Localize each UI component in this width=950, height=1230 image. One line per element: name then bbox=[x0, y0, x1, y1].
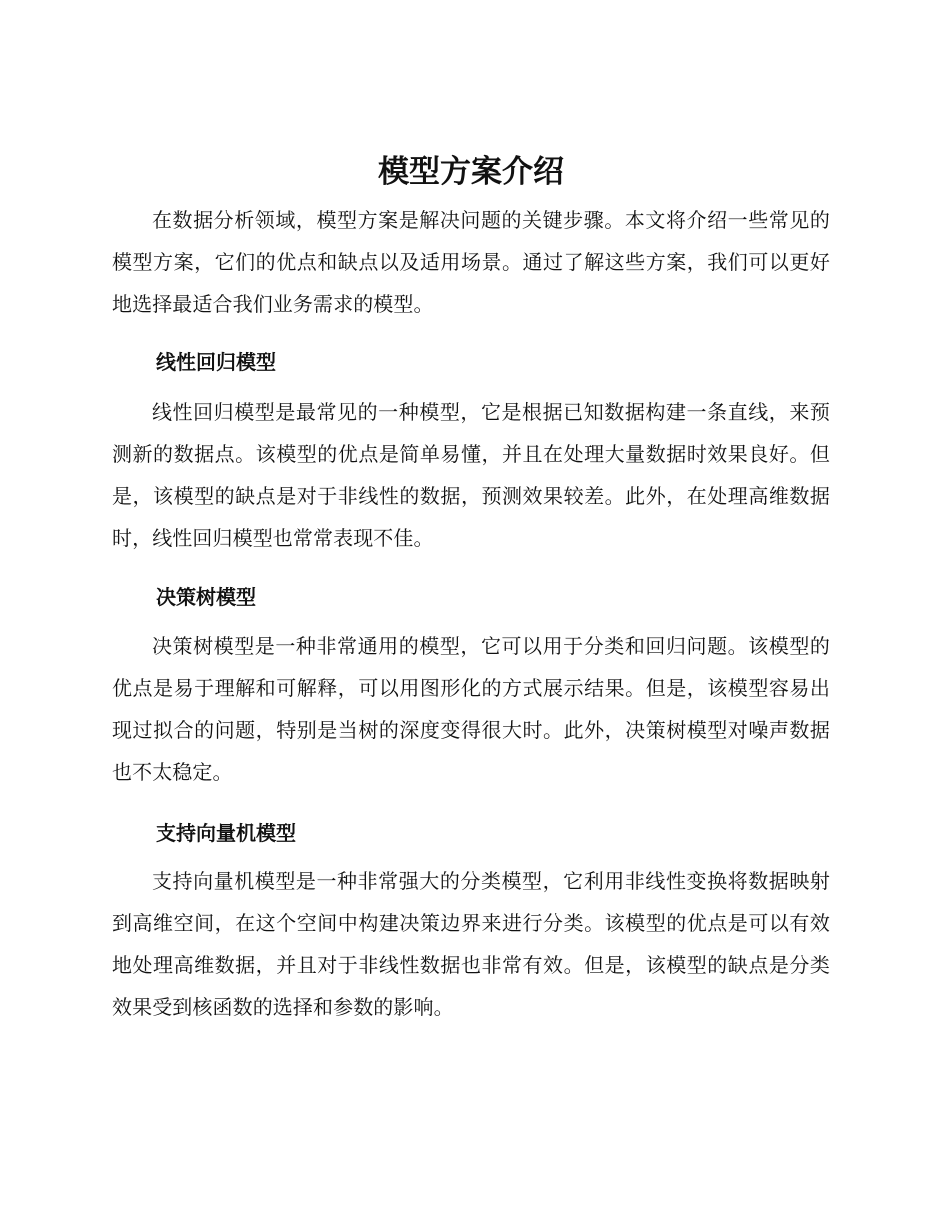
section-heading-linear-regression: 线性回归模型 bbox=[156, 350, 276, 374]
intro-paragraph: 在数据分析领域，模型方案是解决问题的关键步骤。本文将介绍一些常见的模型方案，它们的优点和缺点以及适用场景。通过了解这些方案，我们可以更好地选择最适合我们业务需求的模型。 bbox=[112, 208, 830, 316]
section-body-linear-regression: 线性回归模型是最常见的一种模型，它是根据已知数据构建一条直线，来预测新的数据点。该模型的优点是简单易懂，并且在处理大量数据时效果良好。但是，该模型的缺点是对于非线性的数据，预测效果较差。此外，在处理高维数据时，线性回归模型也常常表现不佳。 bbox=[112, 400, 830, 550]
document-title: 模型方案介绍 bbox=[378, 154, 564, 190]
section-heading-decision-tree: 决策树模型 bbox=[156, 585, 256, 609]
document-page bbox=[112, 148, 830, 1028]
section-body-decision-tree: 决策树模型是一种非常通用的模型，它可以用于分类和回归问题。该模型的优点是易于理解和可解释，可以用图形化的方式展示结果。但是，该模型容易出现过拟合的问题，特别是当树的深度变得很大时。此外，决策树模型对噪声数据也不太稳定。 bbox=[112, 634, 830, 784]
section-body-svm: 支持向量机模型是一种非常强大的分类模型，它利用非线性变换将数据映射到高维空间，在这个空间中构建决策边界来进行分类。该模型的优点是可以有效地处理高维数据，并且对于非线性数据也非常有效。但是，该模型的缺点是分类效果受到核函数的选择和参数的影响。 bbox=[112, 869, 830, 1019]
section-heading-svm: 支持向量机模型 bbox=[156, 821, 296, 845]
